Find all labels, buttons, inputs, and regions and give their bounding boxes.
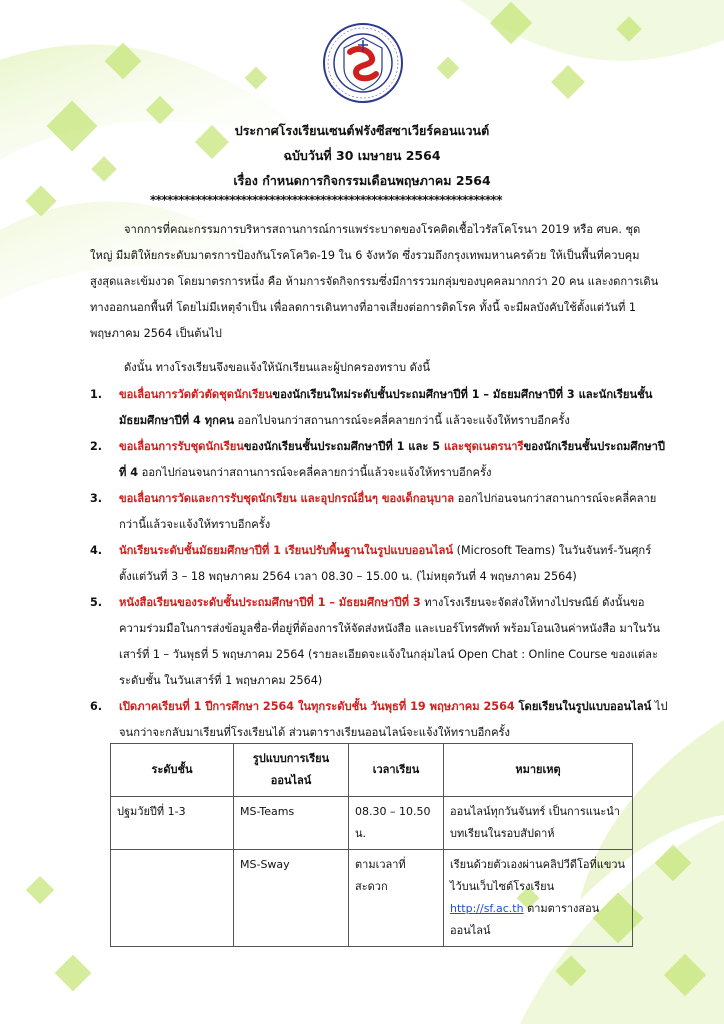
list-item [90, 382, 670, 434]
school-logo [322, 22, 404, 104]
announcement-list [90, 382, 670, 746]
item-text: (Microsoft Teams) ในวันจันทร์-วันศุกร์ ตั้งแต่วันที่ 3 – 18 พฤษภาคม 2564 เวลา 08.30 – 15.00 น. (ไม่หยุดวันที่ 4 พฤษภาคม 2564) [119, 544, 652, 583]
item-highlight: ขอเลื่อนการวัดตัวตัดชุดนักเรียน [119, 388, 273, 401]
header-time: เวลาเรียน [349, 744, 444, 797]
item-number: 5. [90, 596, 103, 609]
item-highlight: ขอเลื่อนการรับชุดนักเรียน [119, 440, 244, 453]
intro-lead: ดังนั้น ทางโรงเรียนจึงขอแจ้งให้นักเรียนและผู้ปกครองทราบ ดังนี้ [124, 361, 431, 374]
cell-time: 08.30 – 10.50 น. [349, 797, 444, 850]
list-item [90, 590, 670, 694]
item-text: ออกไปก่อนจนกว่าสถานการณ์จะคลี่คลายกว่านี้แล้วจะแจ้งให้ทราบอีกครั้ง [119, 492, 657, 531]
item-bold: ของนักเรียนชั้นประถมศึกษาปีที่ 4 [119, 440, 665, 479]
cell-format: MS-Sway [234, 850, 349, 947]
item-number: 6. [90, 700, 103, 713]
item-number: 2. [90, 440, 103, 453]
note-text: ตามตารางสอนออนไลน์ [450, 902, 600, 937]
cell-note [444, 850, 633, 947]
announcement-subject: เรื่อง กำหนดการกิจกรรมเดือนพฤษภาคม 2564 [233, 173, 491, 188]
list-item [90, 486, 670, 538]
item-number: 1. [90, 388, 103, 401]
header-note: หมายเหตุ [444, 744, 633, 797]
list-item [90, 434, 670, 486]
announcement-title: ประกาศโรงเรียนเซนต์ฟรังซีสซาเวียร์คอนแวนต์ [234, 123, 490, 138]
cell-note: ออนไลน์ทุกวันจันทร์ เป็นการแนะนำบทเรียนในรอบสัปดาห์ [444, 797, 633, 850]
header-format: รูปแบบการเรียนออนไลน์ [234, 744, 349, 797]
item-bold: ของนักเรียนชั้นประถมศึกษาปีที่ 1 และ 5 [243, 440, 444, 453]
school-website-link[interactable]: http://sf.ac.th [450, 902, 524, 915]
item-highlight: นักเรียนระดับชั้นมัธยมศึกษาปีที่ 1 เรียนปรับพื้นฐานในรูปแบบออนไลน์ [119, 544, 454, 557]
intro-paragraph: จากการที่คณะกรรมการบริหารสถานการณ์การแพร่ระบาดของโรคติดเชื้อไวรัสโคโรนา 2019 หรือ ศบค. ชุดใหญ่ มีมติให้ยกระดับมาตรการป้องกันโรคโควิด-19 ใน 6 จังหวัด ซึ่งรวมถึงกรุงเทพมหานครด้วย ให้เป็นพื้นที่ควบคุมสูงสุดและเข้มงวด โดยมาตรการหนึ่ง คือ ห้ามการจัดกิจกรรมซึ่งมีการรวมกลุ่มของบุคคลมากกว่า 20 คน และงดการเดินทางออกนอกพื้นที่ โดยไม่มีเหตุจำเป็น เพื่อลดการเดินทางที่อาจเสี่ยงต่อการติดโรค ทั้งนี้ จะมีผลบังคับใช้ตั้งแต่วันที่ 1 พฤษภาคม 2564 เป็นต้นไป [90, 223, 659, 340]
item-highlight: หนังสือเรียนของระดับชั้นประถมศึกษาปีที่ 1 – มัธยมศึกษาปีที่ 3 [119, 596, 421, 609]
item-text: ทางโรงเรียนจะจัดส่งให้ทางไปรษณีย์ ดังนั้นขอความร่วมมือในการส่งข้อมูลชื่อ-ที่อยู่ที่ต้องการให้จัดส่งหนังสือ และเบอร์โทรศัพท์ พร้อมโอนเงินค่าหนังสือ มาในวันเสาร์ที่ 1 – วันพุธที่ 5 พฤษภาคม 2564 (รายละเอียดจะแจ้งในกลุ่มไลน์ Open Chat : Online Course ของแต่ละระดับชั้น ในวันเสาร์ที่ 1 พฤษภาคม 2564) [119, 596, 661, 687]
table-row [111, 850, 633, 947]
announcement-date: ฉบับวันที่ 30 เมษายน 2564 [283, 148, 441, 163]
cell-level [111, 850, 234, 947]
item-bold: ของนักเรียนใหม่ระดับชั้นประถมศึกษาปีที่ 1 – มัธยมศึกษาปีที่ 3 และนักเรียนชั้นมัธยมศึกษาปีที่ 4 ทุกคน [119, 388, 653, 427]
item-text: ออกไปก่อนจนกว่าสถานการณ์จะคลี่คลายกว่านี้แล้วจะแจ้งให้ทราบอีกครั้ง [138, 466, 492, 479]
list-item [90, 694, 670, 746]
table-row [111, 797, 633, 850]
table-header-row [111, 744, 633, 797]
item-text: ออกไปจนกว่าสถานการณ์จะคลี่คลายกว่านี้ แล้วจะแจ้งให้ทราบอีกครั้ง [234, 414, 570, 427]
item-highlight: และชุดเนตรนารี [443, 440, 524, 453]
list-item [90, 538, 670, 590]
item-highlight: ขอเลื่อนการวัดและการรับชุดนักเรียน และอุปกรณ์อื่นๆ ของเด็กอนุบาล [119, 492, 455, 505]
item-number: 3. [90, 492, 103, 505]
header-level: ระดับชั้น [111, 744, 234, 797]
cell-level: ปฐมวัยปีที่ 1-3 [111, 797, 234, 850]
star-divider: ************************************************************** [150, 193, 502, 207]
cell-format: MS-Teams [234, 797, 349, 850]
cell-time: ตามเวลาที่สะดวก [349, 850, 444, 947]
note-text: เรียนด้วยตัวเองผ่านคลิปวีดีโอที่แขวนไว้บนเว็บไซต์โรงเรียน [450, 858, 626, 893]
online-schedule-table [110, 743, 633, 947]
item-text: ไปจนกว่าจะกลับมาเรียนที่โรงเรียนได้ ส่วนตารางเรียนออนไลน์จะแจ้งให้ทราบอีกครั้ง [119, 700, 668, 739]
item-highlight: เปิดภาคเรียนที่ 1 ปีการศึกษา 2564 ในทุกระดับชั้น วันพุธที่ 19 พฤษภาคม 2564 [119, 700, 515, 713]
item-number: 4. [90, 544, 103, 557]
item-bold: โดยเรียนในรูปแบบออนไลน์ [514, 700, 652, 713]
